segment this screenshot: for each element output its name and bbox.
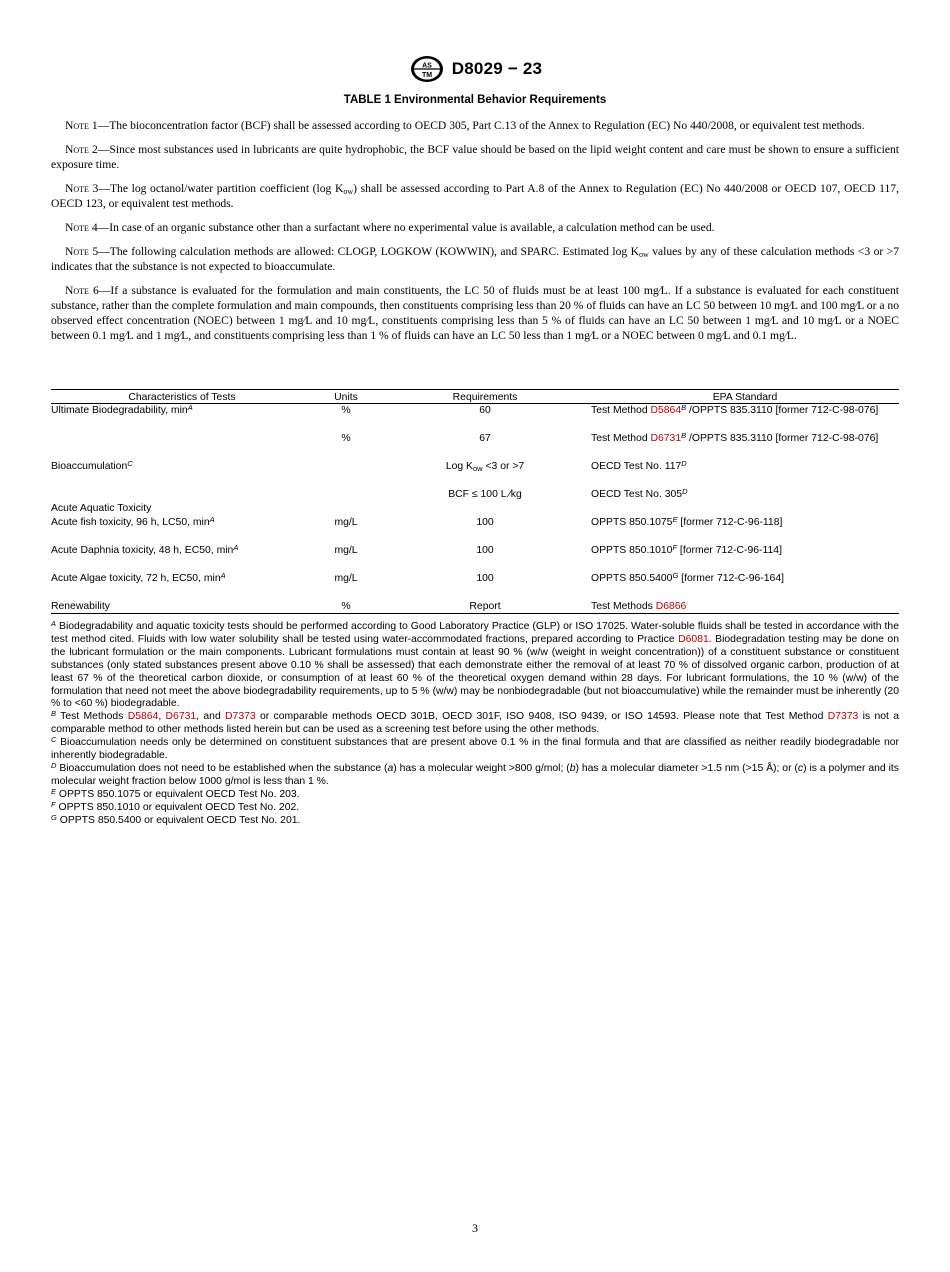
cell-characteristic	[51, 542, 313, 556]
footnote-mark: A	[220, 570, 226, 580]
cell-text: OPPTS 850.5400	[591, 572, 673, 584]
page-header	[0, 54, 950, 89]
cell-text: Test Methods	[591, 600, 656, 612]
cell-text: /OPPTS 835.3110 [former 712-C-98-076]	[686, 432, 879, 444]
footnote-f	[51, 799, 899, 815]
cell-text: Ultimate Biodegradability, min	[51, 404, 188, 416]
table-header-row	[51, 390, 899, 404]
standard-link[interactable]: D6081	[678, 633, 709, 645]
footnote-c	[51, 737, 899, 763]
cell-requirement: Report	[469, 600, 501, 612]
svg-text:AS: AS	[421, 62, 432, 70]
footnote-mark: B	[51, 709, 57, 719]
standard-link[interactable]: D6731	[650, 432, 682, 444]
cell-epa	[591, 402, 899, 416]
table-row	[51, 515, 899, 529]
cell-text: OPPTS 850.1010	[591, 544, 673, 556]
note-label: Note 2	[65, 143, 98, 156]
cell-epa	[591, 430, 899, 444]
requirements-table	[51, 389, 899, 614]
cell-characteristic	[51, 514, 313, 528]
cell-characteristic: Renewability	[51, 600, 110, 612]
cell-epa	[591, 601, 899, 612]
row-spacer	[51, 585, 899, 599]
footnote-d	[51, 760, 899, 789]
footnote-mark: E	[51, 786, 57, 796]
standard-link[interactable]: D7373	[225, 711, 256, 723]
cell-text: Log K	[445, 460, 473, 472]
cell-text: Acute Daphnia toxicity, 48 h, EC50, min	[51, 544, 234, 556]
table-row	[51, 543, 899, 557]
footnote-text: or comparable methods OECD 301B, OECD 301F, ISO 9408, ISO 9439, or ISO 14593. Please note that Test Method	[255, 711, 828, 723]
cell-epa	[591, 514, 899, 528]
footnote-mark: E	[672, 514, 678, 524]
cell-requirement: 100	[476, 516, 494, 528]
note-text: ) shall be assessed according to Part A.8 of the Annex to Regulation (EC) No 440/2008 or OECD 107, OECD 117, OECD 123, or equivalent test methods.	[51, 182, 899, 210]
table-bottom-rule	[51, 613, 899, 614]
footnote-text: ) has a molecular weight >800 g/mol; (	[393, 762, 570, 774]
cell-requirement: 67	[479, 432, 491, 444]
header-epa-standard: EPA Standard	[712, 391, 778, 403]
note-1	[51, 118, 899, 133]
cell-units: mg/L	[334, 544, 358, 556]
note-text: —The following calculation methods are allowed: CLOGP, LOGKOW (KOWWIN), and SPARC. Estimated log K	[98, 245, 639, 258]
cell-text: Bioaccumulation	[51, 460, 128, 472]
cell-epa	[591, 542, 899, 556]
standard-link[interactable]: D5864	[650, 404, 682, 416]
standard-link[interactable]: D5864	[127, 711, 159, 723]
cell-requirement: 60	[479, 404, 491, 416]
note-4	[51, 220, 899, 235]
document-id: D8029 − 23	[451, 59, 543, 78]
table-row	[51, 599, 899, 613]
cell-text: OECD Test No. 305	[591, 488, 683, 500]
cell-text: [former 712-C-96-164]	[678, 572, 784, 584]
subscript: ow	[638, 250, 649, 259]
footnote-b	[51, 711, 899, 737]
note-label: Note 4	[65, 221, 98, 234]
footnote-e	[51, 786, 899, 802]
footnote-a	[51, 621, 899, 711]
footnote-mark: D	[51, 760, 57, 770]
notes-section	[51, 118, 899, 352]
footnote-mark: G	[51, 812, 57, 822]
cell-units: mg/L	[334, 572, 358, 584]
row-spacer	[51, 445, 899, 459]
note-text: values by any of these calculation methods <3 or >7 indicates that the substance is not expected to bioaccumulate.	[51, 245, 900, 273]
header-units: Units	[334, 391, 358, 403]
table-title: TABLE 1 Environmental Behavior Requirements	[343, 94, 607, 106]
cell-units: %	[341, 404, 351, 416]
cell-text: /OPPTS 835.3110 [former 712-C-98-076]	[686, 404, 879, 416]
row-spacer	[51, 417, 899, 431]
cell-text: OPPTS 850.1075	[591, 516, 673, 528]
header-requirements: Requirements	[452, 391, 518, 403]
footnote-text: OPPTS 850.1010 or equivalent OECD Test No. 202.	[55, 801, 300, 813]
footnote-text: . Biodegradation testing may be done on the lubricant formulation or the main components. Lubricant formulations must contain at least 90 % (w/w (weight in weight concentration)) of a constituent substance or constituent substances (only stated substances present above 0.10 % shall be assessed) that each demonstrate either the removal of at least 70 % of dissolved organic carbon, production of at least 67 % of the theoretical carbon dioxide, or consumption of at least 60 % of the theoretical oxygen demand within 28 days. For lubricant formulations, the 10 % (w/w) of the formulation that need not meet the above biodegradability requirements, up to 5 % (w/w) may be nonbiodegradable (but not bioaccumulative) while the remainder must be inherently (20 % to <60 %) biodegradable.	[51, 633, 899, 710]
footnote-mark: G	[672, 570, 679, 580]
note-text: —The bioconcentration factor (BCF) shall be assessed according to OECD 305, Part C.13 of the Annex to Regulation (EC) No 440/2008, or equivalent test methods.	[97, 119, 865, 132]
cell-epa	[591, 570, 899, 584]
footnote-text: OPPTS 850.1075 or equivalent OECD Test No. 203.	[56, 788, 300, 800]
row-spacer	[51, 529, 899, 543]
cell-epa	[591, 486, 899, 500]
cell-text: Acute fish toxicity, 96 h, LC50, min	[51, 516, 210, 528]
footnote-mark: B	[681, 430, 687, 440]
footnote-text: , and	[196, 711, 226, 723]
table-row	[51, 487, 899, 501]
table-row	[51, 403, 899, 417]
footnote-mark: A	[51, 619, 57, 628]
footnote-text: b	[569, 762, 576, 774]
note-6	[51, 283, 899, 343]
footnote-mark: D	[682, 486, 688, 496]
footnote-text: is not a comparable method to other methods listed herein but can be used as a screening test before using the other methods.	[51, 711, 900, 736]
table-row	[51, 501, 899, 515]
subscript: ow	[343, 187, 354, 196]
footnote-text: Test Methods	[56, 711, 128, 723]
footnote-text: Biodegradability and aquatic toxicity tests should be performed according to Good Laboratory Practice (GLP) or ISO 17025. Water-soluble fluids shall be tested in accordance with the test method cited. Fluids with low water solubility shall be tested using water-accommodated fractions, prepared according to Practice	[51, 621, 899, 645]
note-5	[51, 244, 899, 274]
note-label: Note 6	[65, 284, 99, 297]
footnote-text: ) has a molecular diameter >1.5 nm (>15 Å); or (	[575, 762, 798, 774]
cell-text: Test Method	[591, 404, 651, 416]
page-number: 3	[472, 1221, 478, 1235]
footnote-mark: F	[51, 799, 56, 809]
cell-characteristic: Acute Aquatic Toxicity	[51, 502, 152, 514]
note-3	[51, 181, 899, 211]
footnote-mark: A	[209, 514, 215, 524]
note-label: Note 1	[65, 119, 98, 132]
note-text: —The log octanol/water partition coefficient (log K	[98, 182, 344, 195]
table-row	[51, 571, 899, 585]
note-2	[51, 142, 899, 172]
footnote-mark: B	[681, 402, 687, 412]
footnote-text: a	[387, 762, 394, 774]
footnote-text: c	[797, 762, 804, 774]
footnote-text: ,	[158, 711, 166, 723]
table-footnotes	[51, 621, 899, 828]
footnote-mark: A	[187, 402, 193, 412]
row-spacer	[51, 473, 899, 487]
subscript: ow	[472, 463, 483, 473]
note-text: —If a substance is evaluated for the formulation and main constituents, the LC 50 of fluids must be at least 100 mg⁄L. If a substance is evaluated for each constituent substance, rather than the complete formulation and main compounds, then constituents comprising less than 20 % of fluids can have an LC 50 between 10 mg⁄L and 100 mg⁄L or a no observed effect concentration (NOEC) between 1 mg⁄L and 10 mg⁄L, constituents comprising less than 5 % of fluids can have an LC 50 between 1 mg⁄L and 10 mg⁄L or a NOEC between 0.1 mg⁄L and 1 mg⁄L, and constituents comprising less than 1 % of fluids can have an LC 50 less than 1 mg⁄L or a NOEC between 0 mg⁄L and 0.1 mg⁄L.	[51, 284, 899, 342]
standard-link[interactable]: D7373	[827, 711, 859, 723]
cell-requirement	[379, 461, 591, 472]
cell-characteristic	[51, 570, 313, 584]
cell-characteristic	[51, 402, 313, 416]
standard-link[interactable]: D6866	[655, 600, 687, 612]
cell-characteristic	[51, 458, 313, 472]
cell-text: <3 or >7	[482, 460, 525, 472]
footnote-text: OPPTS 850.5400 or equivalent OECD Test No. 201.	[56, 814, 301, 826]
header-characteristics: Characteristics of Tests	[128, 391, 236, 403]
footnote-text: Bioaccumulation needs only be determined on constituent substances that are present above 0.1 % in the final formula and that are classified as neither readily biodegradable nor inherently biodegradable.	[51, 737, 899, 762]
cell-units: %	[341, 600, 351, 612]
cell-text: Acute Algae toxicity, 72 h, EC50, min	[51, 572, 221, 584]
note-text: —Since most substances used in lubricants are quite hydrophobic, the BCF value should be based on the lipid weight content and care must be shown to ensure a sufficient exposure time.	[51, 143, 899, 171]
table-row	[51, 459, 899, 473]
note-label: Note 5	[65, 245, 99, 258]
astm-logo-icon	[408, 54, 446, 84]
footnote-mark: F	[672, 542, 678, 552]
table-row	[51, 431, 899, 445]
note-text: —In case of an organic substance other than a surfactant where no experimental value is available, a calculation method can be used.	[97, 221, 715, 234]
svg-text:TM: TM	[421, 72, 432, 79]
row-spacer	[51, 557, 899, 571]
footnote-text: ) is a polymer and its molecular weight fraction below 1000 g/mol is less than 1 %.	[51, 762, 899, 787]
cell-text: OECD Test No. 117	[591, 460, 682, 472]
footnote-text: Bioaccumulation does not need to be established when the substance (	[56, 762, 388, 774]
footnote-mark: C	[51, 735, 57, 745]
footnote-g	[51, 812, 899, 828]
cell-text: [former 712-C-96-114]	[677, 544, 782, 556]
cell-text: [former 712-C-96-118]	[677, 516, 783, 528]
cell-text: Test Method	[591, 432, 651, 444]
cell-requirement: 100	[476, 572, 494, 584]
cell-units: mg/L	[334, 516, 358, 528]
footnote-mark: D	[681, 458, 687, 468]
cell-requirement: BCF ≤ 100 L ⁄kg	[448, 488, 522, 500]
footnote-mark: C	[127, 458, 133, 468]
cell-units: %	[341, 432, 351, 444]
cell-epa	[591, 458, 899, 472]
note-label: Note 3	[65, 182, 99, 195]
standard-link[interactable]: D6731	[165, 711, 197, 723]
footnote-mark: A	[233, 542, 239, 552]
cell-requirement: 100	[476, 544, 494, 556]
